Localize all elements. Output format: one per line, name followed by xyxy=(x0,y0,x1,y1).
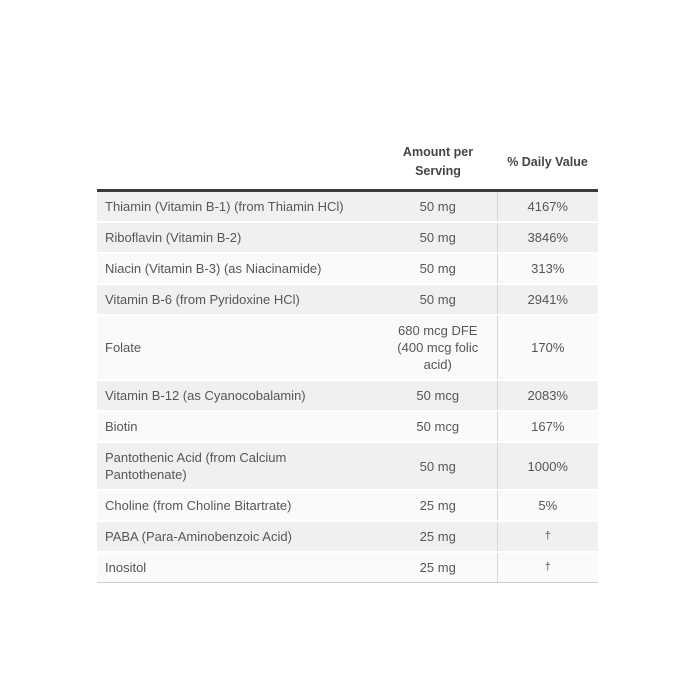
row-nutrient-name: Inositol xyxy=(97,552,379,583)
row-nutrient-name: Folate xyxy=(97,315,379,380)
row-nutrient-name: Vitamin B-6 (from Pyridoxine HCl) xyxy=(97,284,379,315)
row-daily-value: 313% xyxy=(497,253,598,284)
header-daily-value: % Daily Value xyxy=(497,140,598,191)
row-nutrient-name: Pantothenic Acid (from Calcium Pantothenate) xyxy=(97,442,379,490)
table-row xyxy=(97,191,598,223)
table-row xyxy=(97,380,598,411)
row-amount-per-serving: 50 mcg xyxy=(379,411,497,442)
row-nutrient-name: Biotin xyxy=(97,411,379,442)
header-row xyxy=(97,140,598,191)
row-daily-value: 167% xyxy=(497,411,598,442)
table-row xyxy=(97,253,598,284)
row-daily-value: 1000% xyxy=(497,442,598,490)
row-amount-per-serving: 50 mcg xyxy=(379,380,497,411)
row-amount-per-serving: 680 mcg DFE (400 mcg folic acid) xyxy=(379,315,497,380)
table-header xyxy=(97,140,598,191)
table-row xyxy=(97,490,598,521)
table-row xyxy=(97,315,598,380)
row-nutrient-name: PABA (Para-Aminobenzoic Acid) xyxy=(97,521,379,552)
row-amount-per-serving: 50 mg xyxy=(379,191,497,223)
row-nutrient-name: Riboflavin (Vitamin B-2) xyxy=(97,222,379,253)
table-row xyxy=(97,411,598,442)
row-amount-per-serving: 25 mg xyxy=(379,490,497,521)
row-daily-value: 2083% xyxy=(497,380,598,411)
row-daily-value: 170% xyxy=(497,315,598,380)
row-daily-value: 5% xyxy=(497,490,598,521)
row-amount-per-serving: 50 mg xyxy=(379,442,497,490)
row-nutrient-name: Thiamin (Vitamin B-1) (from Thiamin HCl) xyxy=(97,191,379,223)
table-row xyxy=(97,222,598,253)
header-amount-per-serving: Amount per Serving xyxy=(379,140,497,191)
table-row xyxy=(97,284,598,315)
row-daily-value: † xyxy=(497,552,598,583)
row-daily-value: 3846% xyxy=(497,222,598,253)
row-nutrient-name: Niacin (Vitamin B-3) (as Niacinamide) xyxy=(97,253,379,284)
row-daily-value: 4167% xyxy=(497,191,598,223)
row-nutrient-name: Choline (from Choline Bitartrate) xyxy=(97,490,379,521)
row-amount-per-serving: 25 mg xyxy=(379,521,497,552)
row-amount-per-serving: 50 mg xyxy=(379,253,497,284)
row-daily-value: 2941% xyxy=(497,284,598,315)
row-amount-per-serving: 25 mg xyxy=(379,552,497,583)
table-row xyxy=(97,442,598,490)
row-nutrient-name: Vitamin B-12 (as Cyanocobalamin) xyxy=(97,380,379,411)
table-body xyxy=(97,191,598,583)
row-amount-per-serving: 50 mg xyxy=(379,222,497,253)
table-row xyxy=(97,552,598,583)
row-daily-value: † xyxy=(497,521,598,552)
row-amount-per-serving: 50 mg xyxy=(379,284,497,315)
header-empty-cell xyxy=(97,140,379,191)
table-row xyxy=(97,521,598,552)
supplement-facts-table xyxy=(97,140,598,583)
